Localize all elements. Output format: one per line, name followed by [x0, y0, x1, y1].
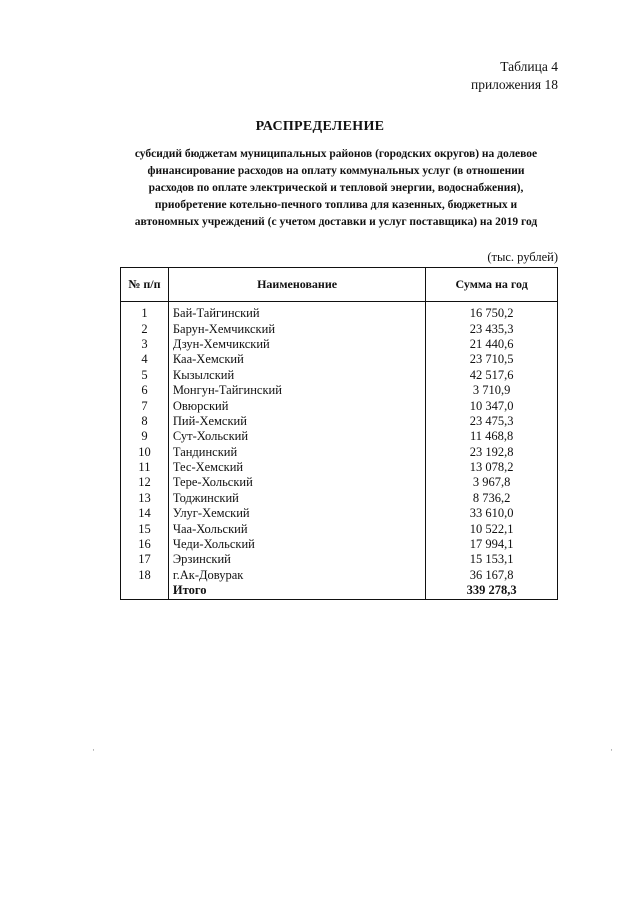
row-name: Дзун-Хемчикский [168, 337, 425, 352]
row-number: 7 [121, 398, 169, 413]
row-number: 11 [121, 460, 169, 475]
table-row [121, 398, 558, 413]
row-sum: 23 710,5 [426, 352, 558, 367]
row-number: 5 [121, 368, 169, 383]
row-sum: 23 192,8 [426, 445, 558, 460]
table-row [121, 521, 558, 536]
row-sum: 17 994,1 [426, 537, 558, 552]
row-name: Кызылский [168, 368, 425, 383]
row-sum: 10 522,1 [426, 521, 558, 536]
table-row [121, 552, 558, 567]
row-number: 14 [121, 506, 169, 521]
row-name: Чаа-Хольский [168, 521, 425, 536]
table-row [121, 321, 558, 336]
row-number: 9 [121, 429, 169, 444]
total-label: Итого [168, 583, 425, 600]
row-sum: 13 078,2 [426, 460, 558, 475]
row-sum: 10 347,0 [426, 398, 558, 413]
row-number: 1 [121, 302, 169, 322]
subtitle-line: расходов по оплате электрической и тепловой энергии, водоснабжения), [148, 182, 524, 194]
row-number: 4 [121, 352, 169, 367]
table-row [121, 414, 558, 429]
row-sum: 36 167,8 [426, 568, 558, 583]
row-sum: 42 517,6 [426, 368, 558, 383]
row-sum: 11 468,8 [426, 429, 558, 444]
table-row [121, 568, 558, 583]
row-number: 12 [121, 475, 169, 490]
row-sum: 16 750,2 [426, 302, 558, 322]
table-reference: Таблица 4 [500, 59, 558, 74]
row-name: Тоджинский [168, 491, 425, 506]
table-row [121, 506, 558, 521]
table-row [121, 475, 558, 490]
table-row [121, 445, 558, 460]
row-number: 13 [121, 491, 169, 506]
table-row [121, 429, 558, 444]
row-sum: 15 153,1 [426, 552, 558, 567]
row-number: 8 [121, 414, 169, 429]
table-row [121, 460, 558, 475]
table-row [121, 537, 558, 552]
row-sum: 33 610,0 [426, 506, 558, 521]
row-name: Тере-Хольский [168, 475, 425, 490]
total-row [121, 583, 558, 600]
row-name: Пий-Хемский [168, 414, 425, 429]
row-name: Чеди-Хольский [168, 537, 425, 552]
subtitle-line: субсидий бюджетам муниципальных районов (городских округов) на долевое [134, 148, 538, 160]
row-name: Тес-Хемский [168, 460, 425, 475]
table-row [121, 368, 558, 383]
subtitle-line: финансирование расходов на оплату коммунальных услуг (в отношении [147, 165, 525, 177]
table-row [121, 302, 558, 322]
table-row [121, 352, 558, 367]
row-sum: 3 710,9 [426, 383, 558, 398]
table-row [121, 491, 558, 506]
table-row [121, 337, 558, 352]
row-sum: 21 440,6 [426, 337, 558, 352]
document-subtitle [106, 146, 566, 231]
row-sum: 23 435,3 [426, 321, 558, 336]
column-header-name: Наименование [168, 268, 425, 302]
row-name: Барун-Хемчикский [168, 321, 425, 336]
row-number: 15 [121, 521, 169, 536]
table-row [121, 383, 558, 398]
appendix-reference: приложения 18 [470, 77, 558, 92]
row-number: 2 [121, 321, 169, 336]
document-title: РАСПРЕДЕЛЕНИЕ [255, 119, 385, 134]
column-header-number: № п/п [121, 268, 169, 302]
row-name: Овюрский [168, 398, 425, 413]
row-name: Улуг-Хемский [168, 506, 425, 521]
row-number: 6 [121, 383, 169, 398]
subtitle-line: приобретение котельно-печного топлива для казенных, бюджетных и [154, 199, 518, 211]
row-number: 3 [121, 337, 169, 352]
distribution-table [120, 267, 558, 600]
table-body [121, 302, 558, 600]
row-sum: 3 967,8 [426, 475, 558, 490]
row-name: г.Ак-Довурак [168, 568, 425, 583]
row-name: Монгун-Тайгинский [168, 383, 425, 398]
table-header-row [121, 268, 558, 302]
column-header-sum: Сумма на год [426, 268, 558, 302]
row-name: Бай-Тайгинский [168, 302, 425, 322]
row-name: Эрзинский [168, 552, 425, 567]
scan-mark: · [610, 745, 613, 755]
row-number: 18 [121, 568, 169, 583]
row-sum: 23 475,3 [426, 414, 558, 429]
total-number [121, 583, 169, 600]
row-number: 16 [121, 537, 169, 552]
row-sum: 8 736,2 [426, 491, 558, 506]
row-number: 17 [121, 552, 169, 567]
row-name: Тандинский [168, 445, 425, 460]
row-number: 10 [121, 445, 169, 460]
scan-mark: · [92, 745, 95, 755]
row-name: Сут-Хольский [168, 429, 425, 444]
row-name: Каа-Хемский [168, 352, 425, 367]
total-sum: 339 278,3 [426, 583, 558, 600]
unit-label: (тыс. рублей) [487, 250, 558, 264]
subtitle-line: автономных учреждений (с учетом доставки и услуг поставщика) на 2019 год [134, 216, 538, 228]
